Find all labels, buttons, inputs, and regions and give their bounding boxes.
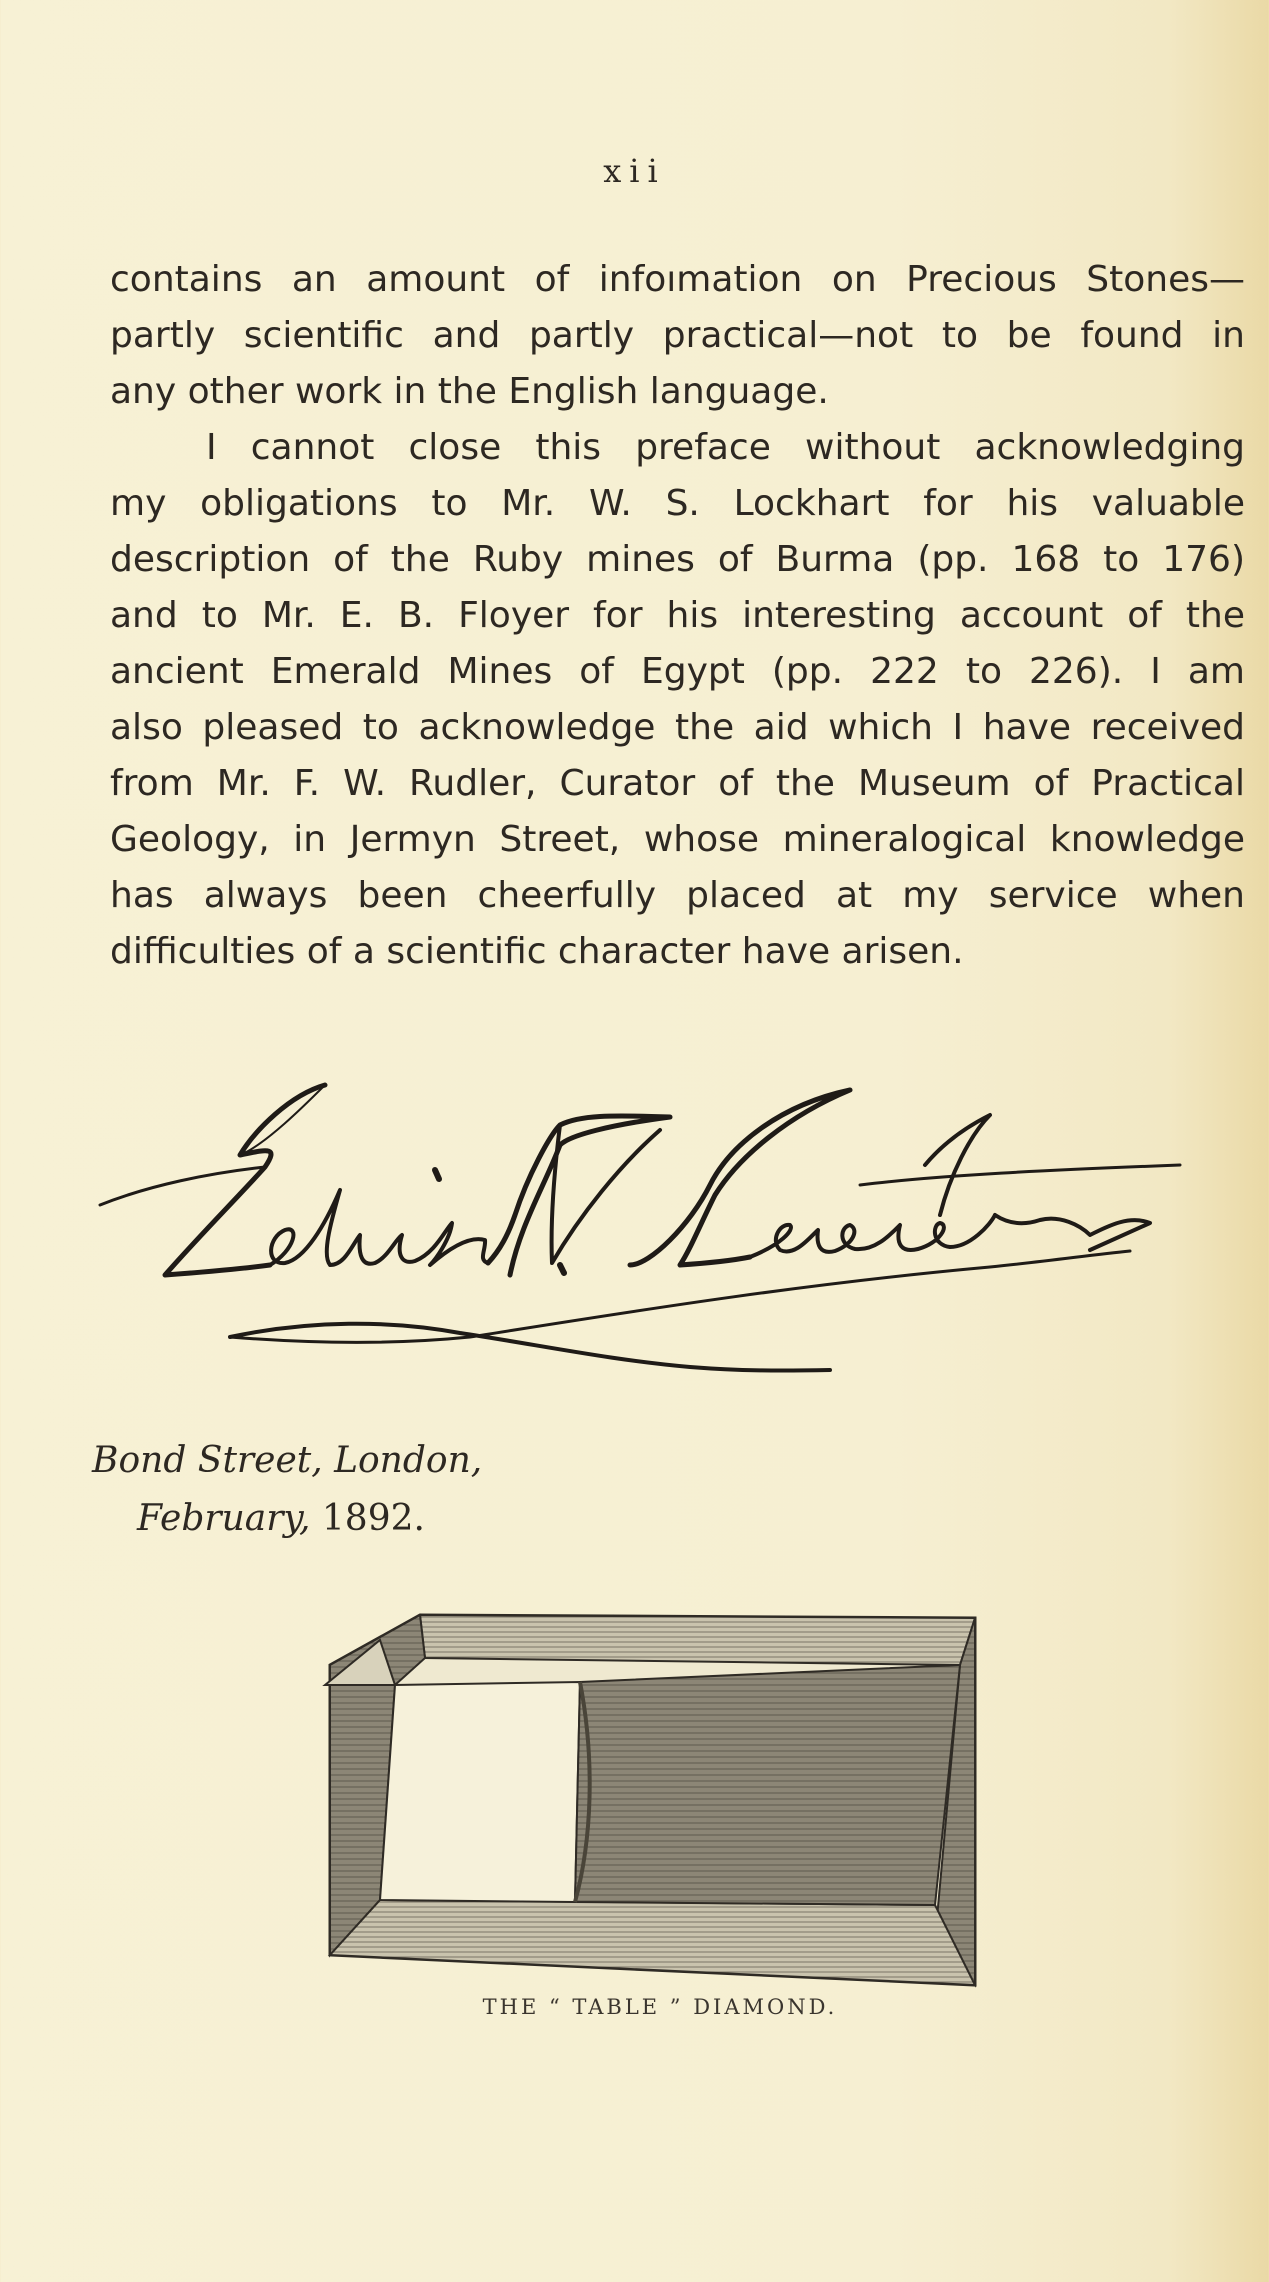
- signature-image: [90, 1075, 1240, 1395]
- paragraph-continuation: [110, 252, 1245, 420]
- text-line: any other work in the English language.: [110, 371, 829, 412]
- text-line: also pleased to acknowledge the aid which I have received: [110, 707, 1245, 748]
- preface-text: [110, 252, 1245, 980]
- text-line: from Mr. F. W. Rudler, Curator of the Museum of Practical: [110, 763, 1245, 804]
- text-line: I cannot close this preface without acknowledging: [206, 427, 1245, 468]
- text-line: description of the Ruby mines of Burma (pp. 168 to 176): [110, 539, 1245, 580]
- table-diamond-illustration: [320, 1610, 980, 1990]
- dateline-date: February, 1892.: [137, 1498, 425, 1539]
- text-line: has always been cheerfully placed at my service when: [110, 875, 1245, 916]
- dateline-place: Bond Street, London,: [92, 1440, 483, 1481]
- dateline: [92, 1432, 482, 1548]
- text-line: Geology, in Jermyn Street, whose mineralogical knowledge: [110, 819, 1245, 860]
- text-line: contains an amount of infoımation on Precious Stones—: [110, 259, 1245, 300]
- illustration-caption: THE “ TABLE ” DIAMOND.: [482, 1995, 838, 2019]
- text-line: partly scientific and partly practical—not to be found in: [110, 315, 1245, 356]
- text-line: ancient Emerald Mines of Egypt (pp. 222 to 226). I am: [110, 651, 1245, 692]
- text-line: and to Mr. E. B. Floyer for his interesting account of the: [110, 595, 1245, 636]
- text-line: my obligations to Mr. W. S. Lockhart for his valuable: [110, 483, 1245, 524]
- paragraph-acknowledgements: [110, 420, 1245, 980]
- page-number: xii: [603, 152, 666, 190]
- text-line: difficulties of a scientific character have arisen.: [110, 931, 964, 972]
